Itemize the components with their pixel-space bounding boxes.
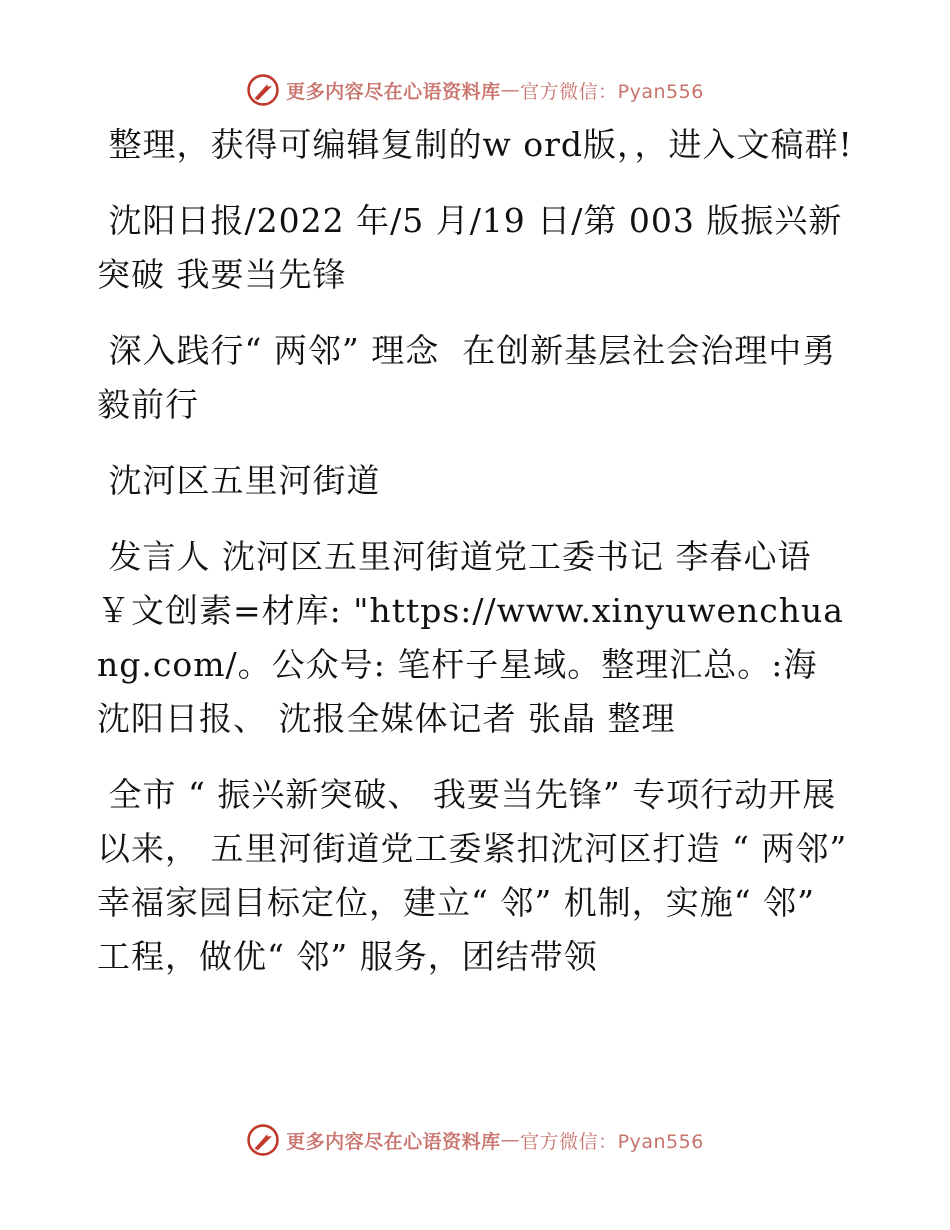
watermark-brand-text: 更多内容尽在心语资料库 <box>286 80 501 103</box>
paragraph-speaker: 发言人 沈河区五里河街道党工委书记 李春心语￥文创素=材库: "https://www.xinyuwenchuang.com/。公众号: 笔杆子星域。整理汇总。:海 沈阳日报、 沈报全媒体记者 张晶 整理 <box>97 537 844 738</box>
paragraph-body: 全市 “ 振兴新突破、 我要当先锋” 专项行动开展以来， 五里河街道党工委紧扣沈河区打造 “ 两邻” 幸福家园目标定位，建立“ 邻” 机制，实施“ 邻” 工程，做优“ 邻” 服务，团结带领 <box>97 775 859 976</box>
paragraph-headline: 深入践行“ 两邻” 理念 在创新基层社会治理中勇毅前行 <box>97 331 837 424</box>
paragraph-source: 沈阳日报/2022 年/5 月/19 日/第 003 版振兴新突破 我要当先锋 <box>97 201 843 294</box>
footer-watermark-banner <box>0 1120 950 1160</box>
document-body <box>97 118 857 1006</box>
watermark-separator: — <box>500 1129 521 1151</box>
watermark-brand-text: 更多内容尽在心语资料库 <box>286 1130 501 1153</box>
watermark-contact-text: 官方微信：Pyan556 <box>520 1130 704 1153</box>
header-watermark-banner <box>0 70 950 110</box>
watermark-separator: — <box>500 79 521 101</box>
watermark-contact-text: 官方微信：Pyan556 <box>520 80 704 103</box>
paragraph-intro: 整理，获得可编辑复制的w ord版，，进入文稿群! <box>97 125 853 164</box>
pen-nib-logo-icon <box>246 73 280 107</box>
pen-nib-logo-icon <box>246 1123 280 1157</box>
paragraph-organization: 沈河区五里河街道 <box>97 461 381 500</box>
